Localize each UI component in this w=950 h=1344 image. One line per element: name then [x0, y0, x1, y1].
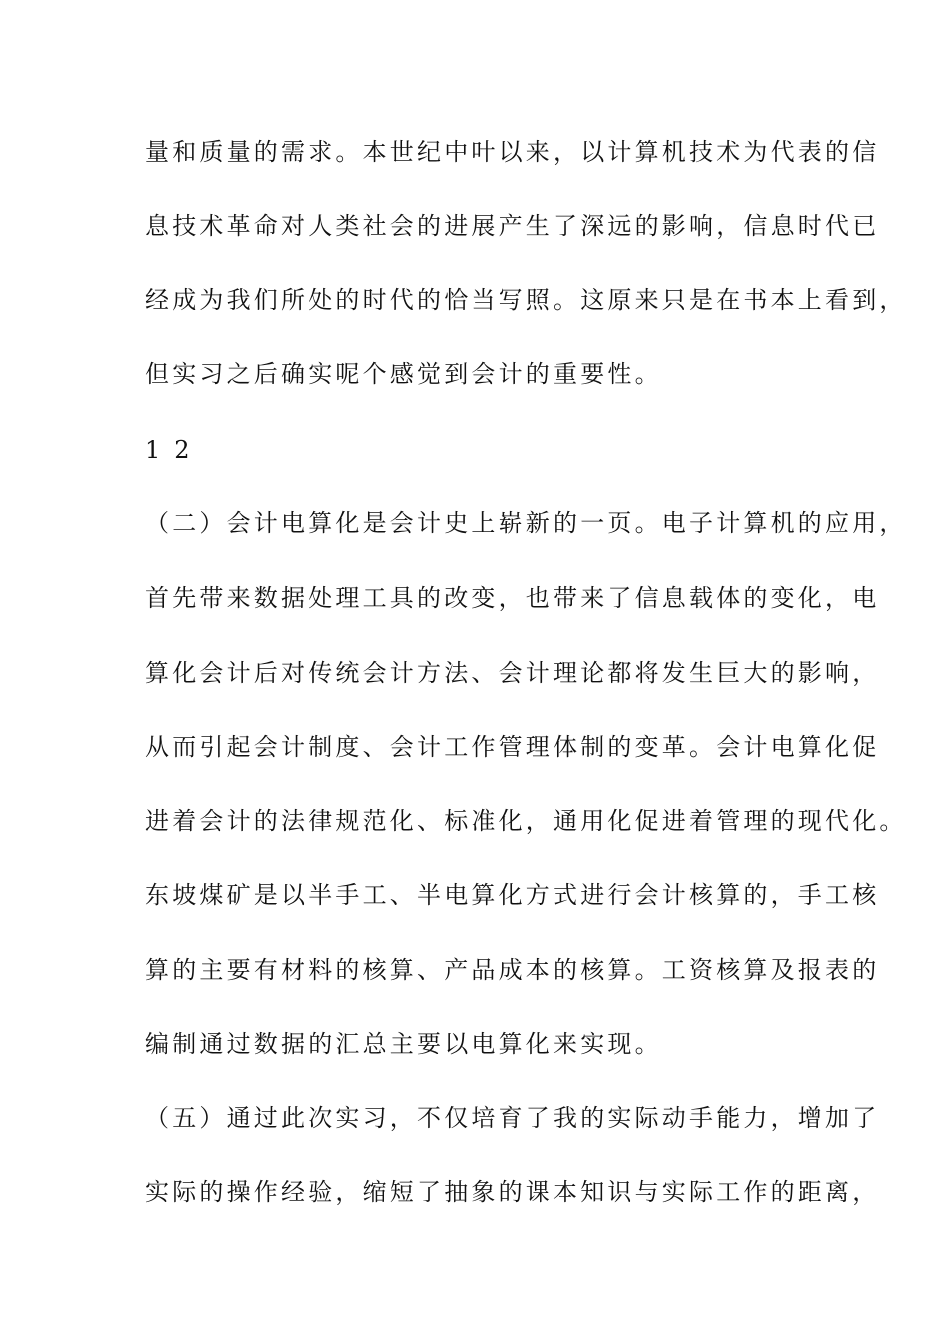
text-line: 算的主要有材料的核算、产品成本的核算。工资核算及报表的 [145, 956, 880, 984]
text-line: 息技术革命对人类社会的进展产生了深远的影响，信息时代已 [145, 212, 880, 240]
text-line: 经成为我们所处的时代的恰当写照。这原来只是在书本上看到， [145, 286, 907, 314]
text-line: 实际的操作经验，缩短了抽象的课本知识与实际工作的距离， [145, 1178, 880, 1206]
text-line: 但实习之后确实呢个感觉到会计的重要性。 [145, 360, 662, 388]
text-line: 编制通过数据的汇总主要以电算化来实现。 [145, 1030, 662, 1058]
text-line: （五）通过此次实习，不仅培育了我的实际动手能力，增加了 [145, 1104, 880, 1132]
text-line: 东坡煤矿是以半手工、半电算化方式进行会计核算的，手工核 [145, 881, 880, 909]
text-line: 量和质量的需求。本世纪中叶以来，以计算机技术为代表的信 [145, 138, 880, 166]
text-line: （二）会计电算化是会计史上崭新的一页。电子计算机的应用， [145, 509, 907, 537]
page-number-text: 1 2 [145, 436, 193, 464]
text-line: 从而引起会计制度、会计工作管理体制的变革。会计电算化促 [145, 733, 880, 761]
text-line: 算化会计后对传统会计方法、会计理论都将发生巨大的影响， [145, 659, 880, 687]
text-line: 进着会计的法律规范化、标准化，通用化促进着管理的现代化。 [145, 807, 907, 835]
text-line: 首先带来数据处理工具的改变，也带来了信息载体的变化，电 [145, 584, 880, 612]
